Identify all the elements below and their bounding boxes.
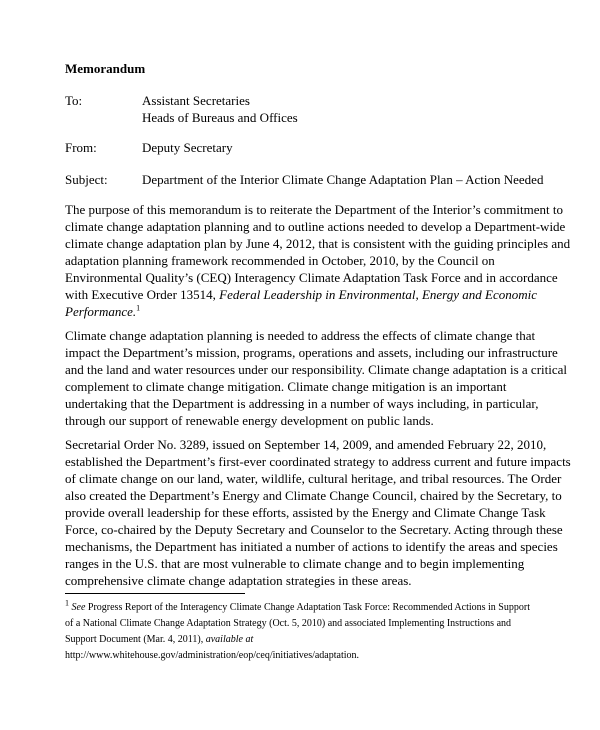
text-line: mechanisms, the Department has initiated a number of actions to identify the areas and species	[65, 539, 558, 554]
to-label: To:	[65, 93, 83, 108]
eo-title-italic: Performance.	[65, 304, 137, 319]
text-segment: Progress Report of the Interagency Climate Change Adaptation Task Force: Recommended Actions in Support	[85, 602, 530, 613]
footnote-url[interactable]: http://www.whitehouse.gov/administration/eop/ceq/initiatives/adaptation.	[65, 650, 360, 661]
subject-label: Subject:	[65, 172, 108, 187]
text-line: established the Department’s first-ever coordinated strategy to address current and future impacts	[65, 454, 571, 469]
text-line: Environmental Quality’s (CEQ) Interagency Climate Adaptation Task Force and in accordance	[65, 270, 558, 285]
paragraph-purpose	[65, 201, 571, 320]
footnote-ref: 1	[136, 303, 141, 313]
from-label: From:	[65, 140, 97, 155]
text-segment: Support Document (Mar. 4, 2011),	[65, 634, 206, 645]
text-line: impact the Department’s mission, programs, operations and assets, including our infrastructure	[65, 345, 558, 360]
footnote-line	[65, 632, 545, 648]
available-at-italic: available at	[205, 634, 254, 645]
text-line: through our support of renewable energy development on public lands.	[65, 413, 434, 428]
footnote-divider	[65, 593, 245, 594]
text-line: Secretarial Order No. 3289, issued on September 14, 2009, and amended February 22, 2010,	[65, 437, 547, 452]
eo-title-italic: Federal Leadership in Environmental, Energy and Economic	[219, 287, 537, 302]
paragraph-secretarial-order	[65, 436, 571, 589]
text-line	[65, 286, 545, 303]
text-line: ranges in the U.S. that are most vulnerable to climate change and to begin implementing	[65, 556, 525, 571]
from-value: Deputy Secretary	[142, 140, 233, 155]
memo-title: Memorandum	[65, 61, 146, 76]
footnote-line: of a National Climate Change Adaptation Strategy (Oct. 5, 2010) and associated Implementing Instructions and	[65, 618, 512, 629]
text-line: comprehensive climate change adaptation strategies in these areas.	[65, 573, 412, 588]
text-line: also created the Department’s Energy and Climate Change Council, chaired by the Secretary, to	[65, 488, 562, 503]
text-line: provide overall leadership for these efforts, assisted by the Energy and Climate Change Task	[65, 505, 546, 520]
paragraph-planning	[65, 327, 568, 429]
text-line: The purpose of this memorandum is to reiterate the Department of the Interior’s commitment to	[65, 202, 563, 217]
text-line: complement to climate change mitigation. Climate change mitigation is an important	[65, 379, 507, 394]
to-line: Heads of Bureaus and Offices	[142, 110, 298, 125]
footnote-see: See	[71, 602, 86, 613]
text-line: climate change adaptation plan by June 4, 2012, that is consistent with the guiding principles and	[65, 236, 571, 251]
subject-value: Department of the Interior Climate Change Adaptation Plan – Action Needed	[142, 172, 544, 187]
text-line: Force, co-chaired by the Deputy Secretary and Counselor to the Secretary. Acting through these	[65, 522, 563, 537]
text-line	[65, 303, 545, 320]
text-line: and the land and water resources under our responsibility. Climate change adaptation is a critical	[65, 362, 568, 377]
text-line: undertaking that the Department is addressing in a number of ways including, in particular,	[65, 396, 539, 411]
text-line: adaptation planning framework recommended in October, 2010, by the Council on	[65, 253, 495, 268]
text-segment: with Executive Order 13514,	[65, 287, 220, 302]
text-line: of climate change on our land, water, wildlife, cultural heritage, and tribal resources. The Order	[65, 471, 562, 486]
text-line: Climate change adaptation planning is needed to address the effects of climate change that	[65, 328, 536, 343]
footnote	[65, 600, 545, 664]
to-value	[142, 92, 298, 126]
to-line: Assistant Secretaries	[142, 93, 250, 108]
footnote-line	[65, 600, 545, 616]
text-line: climate change adaptation planning and to outline actions needed to develop a Department-wide	[65, 219, 566, 234]
footnote-number: 1	[65, 598, 69, 608]
